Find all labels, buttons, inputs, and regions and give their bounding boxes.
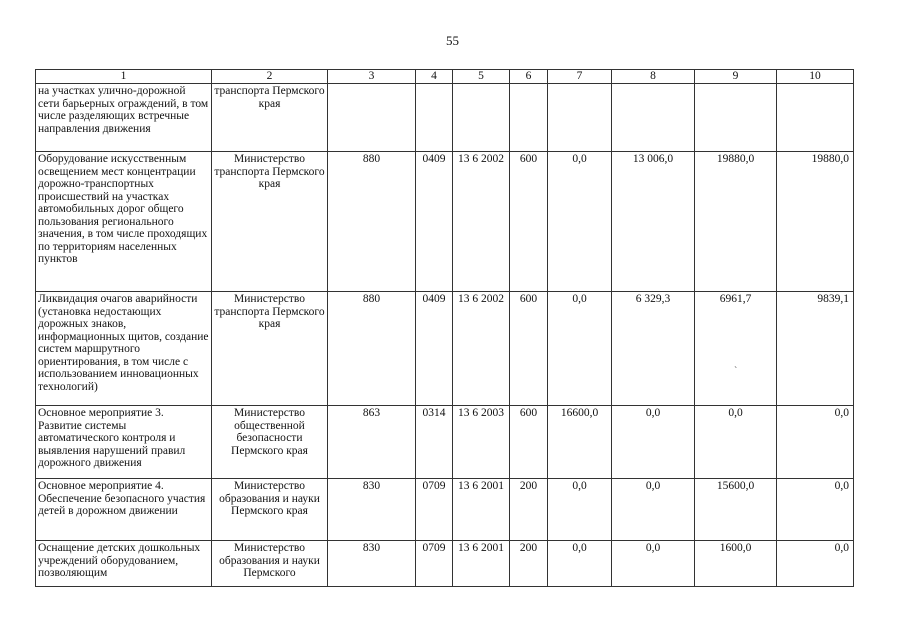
amount-cell: 19880,0 [777,152,854,292]
column-header: 8 [612,70,695,84]
section-code-cell: 0409 [416,292,453,406]
section-code-cell: 0709 [416,541,453,587]
section-code-cell: 0409 [416,152,453,292]
amount-cell: 0,0 [548,479,612,541]
target-article-cell: 13 6 2001 [453,479,510,541]
column-header: 2 [212,70,328,84]
executor-cell: Министерство образования и науки Пермского [212,541,328,587]
amount-cell: 0,0 [695,406,777,479]
activity-cell: на участках улично-дорожной сети барьерных ограждений, в том числе разделяющих встречные направления движения [36,84,212,152]
admin-code-cell: 863 [328,406,416,479]
amount-cell: 0,0 [612,479,695,541]
amount-cell: 6 329,3 [612,292,695,406]
amount-cell: 0,0 [548,152,612,292]
expense-type-cell: 200 [510,541,548,587]
column-header: 6 [510,70,548,84]
expense-type-cell: 600 [510,406,548,479]
amount-cell: 0,0 [612,406,695,479]
target-article-cell: 13 6 2002 [453,292,510,406]
table-header-row [36,70,854,84]
expense-type-cell: 600 [510,292,548,406]
table-row [36,292,854,406]
executor-cell: Министерство образования и науки Пермского края [212,479,328,541]
amount-cell: 16600,0 [548,406,612,479]
amount-cell: 0,0 [777,406,854,479]
amount-cell: 9839,1 [777,292,854,406]
column-header: 3 [328,70,416,84]
activity-cell: Оснащение детских дошкольных учреждений оборудованием, позволяющим [36,541,212,587]
amount-cell: 0,0 [612,541,695,587]
amount-cell: 1600,0 [695,541,777,587]
admin-code-cell: 880 [328,152,416,292]
amount-cell [612,84,695,152]
admin-code-cell: 830 [328,541,416,587]
target-article-cell: 13 6 2002 [453,152,510,292]
target-article-cell [453,84,510,152]
activity-cell: Оборудование искусственным освещением мест концентрации дорожно-транспортных происшествий на участках автомобильных дорог общего пользования регионального значения, в том числе проходящих по территориям населенных пунктов [36,152,212,292]
budget-table [35,69,854,587]
amount-cell: 0,0 [777,541,854,587]
amount-cell: 6961,7 [695,292,777,406]
section-code-cell: 0709 [416,479,453,541]
section-code-cell [416,84,453,152]
executor-cell: Министерство общественной безопасности Пермского края [212,406,328,479]
column-header: 7 [548,70,612,84]
page-number: 55 [446,33,459,48]
table-row [36,152,854,292]
activity-cell: Ликвидация очагов аварийности (установка недостающих дорожных знаков, информационных щитов, создание систем маршрутного ориентирования, в том числе с использованием инновационных технологий) [36,292,212,406]
amount-cell: 0,0 [548,541,612,587]
column-header: 1 [36,70,212,84]
column-header: 10 [777,70,854,84]
target-article-cell: 13 6 2001 [453,541,510,587]
executor-cell: транспорта Пермского края [212,84,328,152]
executor-cell: Министерство транспорта Пермского края [212,152,328,292]
admin-code-cell: 880 [328,292,416,406]
table-row [36,479,854,541]
executor-cell: Министерство транспорта Пермского края [212,292,328,406]
amount-cell: 0,0 [777,479,854,541]
amount-cell [777,84,854,152]
section-code-cell: 0314 [416,406,453,479]
table-row [36,84,854,152]
expense-type-cell: 600 [510,152,548,292]
expense-type-cell [510,84,548,152]
admin-code-cell: 830 [328,479,416,541]
amount-cell [548,84,612,152]
amount-cell: 0,0 [548,292,612,406]
table-row [36,541,854,587]
admin-code-cell [328,84,416,152]
amount-cell: 13 006,0 [612,152,695,292]
column-header: 5 [453,70,510,84]
stray-mark: ` [734,366,738,377]
target-article-cell: 13 6 2003 [453,406,510,479]
expense-type-cell: 200 [510,479,548,541]
table-row [36,406,854,479]
amount-cell [695,84,777,152]
column-header: 4 [416,70,453,84]
amount-cell: 19880,0 [695,152,777,292]
activity-cell: Основное мероприятие 4. Обеспечение безопасного участия детей в дорожном движении [36,479,212,541]
amount-cell: 15600,0 [695,479,777,541]
column-header: 9 [695,70,777,84]
activity-cell: Основное мероприятие 3. Развитие системы автоматического контроля и выявления нарушений правил дорожного движения [36,406,212,479]
